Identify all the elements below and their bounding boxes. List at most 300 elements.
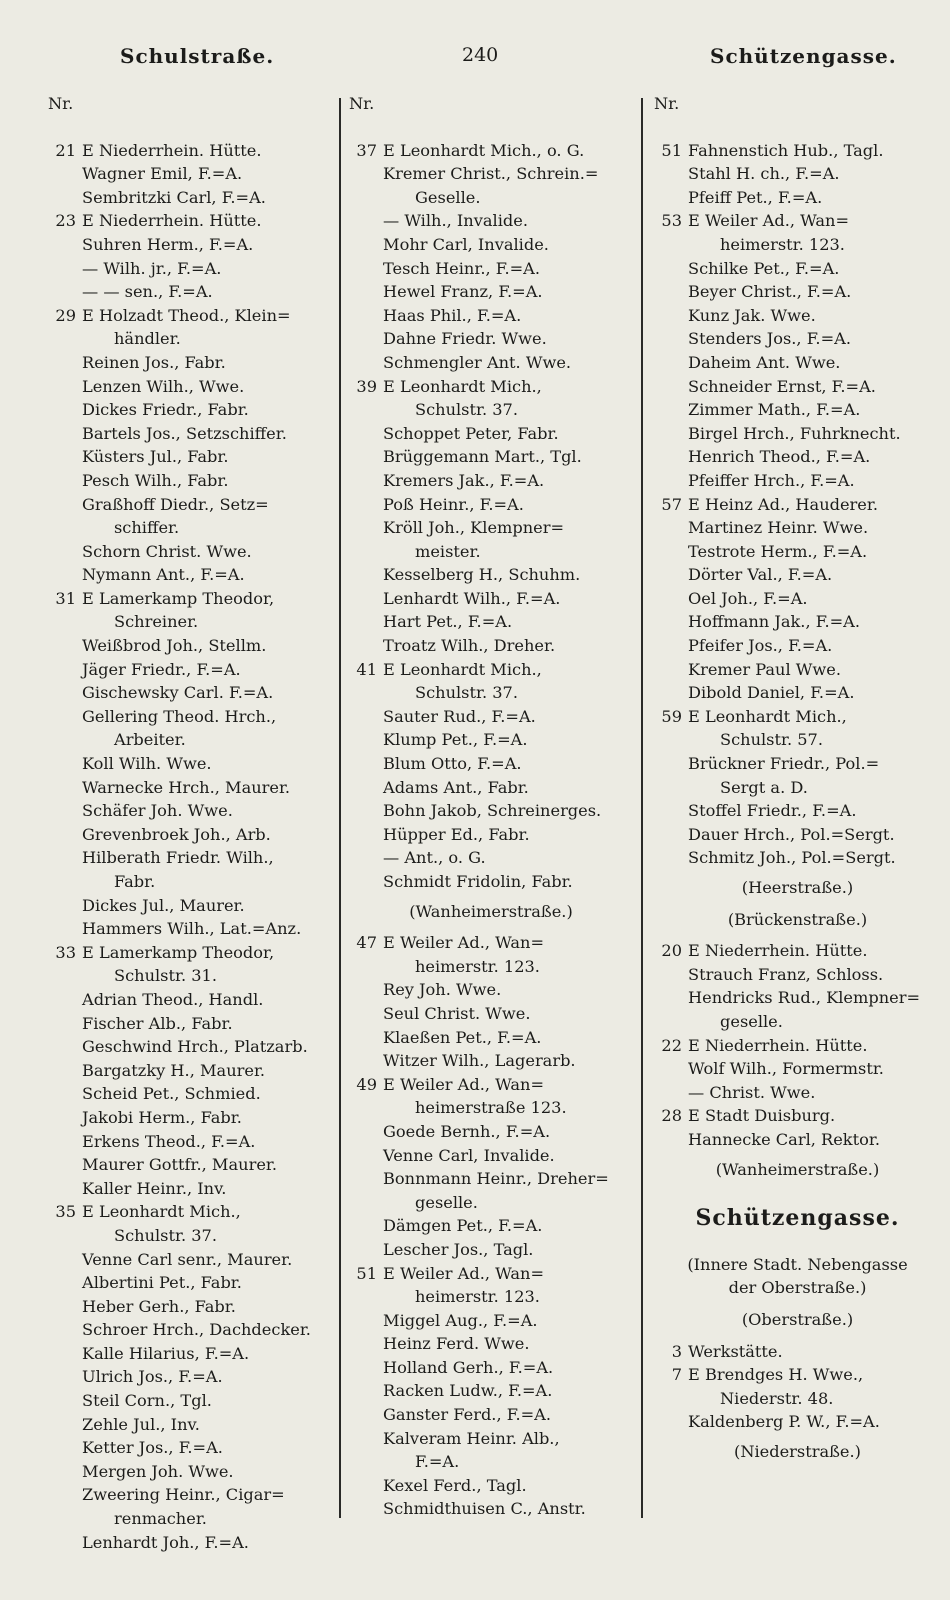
entry-text: Hendricks Rud., Klempner= (688, 988, 921, 1008)
entry-text: Seul Christ. Wwe. (383, 1003, 531, 1023)
directory-entry (44, 681, 339, 705)
directory-entry (650, 493, 945, 517)
directory-entry (650, 209, 945, 233)
directory-entry (650, 799, 945, 823)
entry-text: Adrian Theod., Handl. (82, 989, 264, 1009)
entry-text: Henrich Theod., F.=A. (688, 447, 871, 467)
directory-entry (44, 1200, 339, 1224)
header-right-street: Schützengasse. (710, 44, 897, 68)
directory-entry (345, 375, 637, 399)
directory-entry (650, 1081, 945, 1105)
entry-continuation (650, 1387, 945, 1411)
directory-entry (44, 1248, 339, 1272)
directory-entry (650, 705, 945, 729)
section-note: (Heerstraße.) (741, 878, 854, 897)
house-number: 23 (55, 211, 76, 231)
directory-entry (44, 493, 339, 517)
entry-text: Kesselberg H., Schuhm. (383, 565, 581, 585)
entry-text: Schäfer Joh. Wwe. (82, 801, 233, 821)
directory-entry (44, 1460, 339, 1484)
entry-text: schiffer. (114, 518, 180, 538)
directory-entry (44, 186, 339, 210)
entry-text: Sembritzki Carl, F.=A. (82, 187, 266, 207)
entry-text: Suhren Herm., F.=A. (82, 234, 254, 254)
entry-continuation (44, 870, 339, 894)
entry-text: Maurer Gottfr., Maurer. (82, 1155, 277, 1175)
column-divider (339, 98, 341, 1518)
directory-entry (650, 280, 945, 304)
entry-text: Hewel Franz, F.=A. (383, 282, 543, 302)
house-number: 29 (55, 305, 76, 325)
house-number: 51 (356, 1263, 377, 1283)
entry-text: E Niederrhein. Hütte. (688, 1035, 868, 1055)
entry-text: Schulstr. 57. (720, 730, 823, 750)
entry-text: Sauter Rud., F.=A. (383, 706, 536, 726)
entry-text: Martinez Heinr. Wwe. (688, 518, 869, 538)
house-number: 20 (661, 941, 682, 961)
directory-entry (650, 1034, 945, 1058)
directory-entry (650, 939, 945, 963)
entry-text: Bohn Jakob, Schreinerges. (383, 801, 602, 821)
entry-continuation (650, 233, 945, 257)
entry-text: heimerstr. 123. (415, 1287, 540, 1307)
entry-text: Zimmer Math., F.=A. (688, 400, 861, 420)
entry-text: E Heinz Ad., Hauderer. (688, 494, 878, 514)
entry-text: Hart Pet., F.=A. (383, 612, 513, 632)
entry-text: Werkstätte. (688, 1341, 783, 1361)
directory-entry (44, 233, 339, 257)
entry-text: Hüpper Ed., Fabr. (383, 824, 530, 844)
directory-entry (345, 327, 637, 351)
entry-continuation (44, 964, 339, 988)
entry-text: Schmengler Ant. Wwe. (383, 352, 572, 372)
directory-entry (44, 1295, 339, 1319)
directory-entry (650, 986, 945, 1010)
directory-entry (345, 162, 637, 186)
entry-text: E Leonhardt Mich., (82, 1202, 241, 1222)
entry-text: Weißbrod Joh., Stellm. (82, 636, 267, 656)
entry-text: renmacher. (114, 1509, 207, 1529)
house-number: 49 (356, 1074, 377, 1094)
directory-entry (44, 1483, 339, 1507)
entry-text: Dauer Hrch., Pol.=Sergt. (688, 824, 895, 844)
directory-entry (650, 823, 945, 847)
entry-text: Fabr. (114, 872, 156, 891)
house-number: 37 (356, 140, 377, 160)
entry-text: Dickes Friedr., Fabr. (82, 400, 249, 420)
house-number: 47 (356, 933, 377, 953)
entry-text: Bargatzky H., Maurer. (82, 1060, 266, 1080)
directory-entry (345, 139, 637, 163)
directory-entry (345, 1026, 637, 1050)
entry-text: heimerstr. 123. (720, 234, 845, 254)
entry-text: Schneider Ernst, F.=A. (688, 376, 876, 396)
entry-text: Grevenbroek Joh., Arb. (82, 824, 271, 844)
directory-entry (44, 445, 339, 469)
entry-text: Wagner Emil, F.=A. (82, 164, 243, 184)
directory-entry (44, 1177, 339, 1201)
entry-text: Schmitz Joh., Pol.=Sergt. (688, 848, 896, 868)
entry-text: Hannecke Carl, Rektor. (688, 1129, 880, 1149)
entry-text: Gellering Theod. Hrch., (82, 706, 277, 726)
house-number: 3 (671, 1341, 682, 1361)
directory-entry (44, 304, 339, 328)
entry-text: Oel Joh., F.=A. (688, 588, 808, 608)
entry-text: Kremers Jak., F.=A. (383, 470, 545, 490)
directory-entry (44, 1153, 339, 1177)
directory-entry (44, 422, 339, 446)
entry-text: Ulrich Jos., F.=A. (82, 1367, 223, 1387)
house-number: 22 (661, 1035, 682, 1055)
directory-entry (44, 705, 339, 729)
house-number: 33 (55, 942, 76, 962)
entry-text: Kremer Paul Wwe. (688, 659, 842, 679)
entry-text: Gischewsky Carl. F.=A. (82, 683, 274, 703)
entry-text: Stahl H. ch., F.=A. (688, 164, 840, 184)
entry-text: Hilberath Friedr. Wilh., (82, 848, 274, 868)
entry-text: E Lamerkamp Theodor, (82, 942, 275, 962)
entry-text: Lenhardt Wilh., F.=A. (383, 588, 561, 608)
directory-entry (345, 304, 637, 328)
entry-text: Küsters Jul., Fabr. (82, 447, 229, 467)
entry-text: E Weiler Ad., Wan= (383, 1263, 545, 1283)
directory-entry (44, 799, 339, 823)
entry-text: Koll Wilh. Wwe. (82, 754, 212, 774)
directory-entry (345, 931, 637, 955)
entry-text: Schulstr. 37. (114, 1225, 217, 1245)
entry-text: Pesch Wilh., Fabr. (82, 470, 229, 490)
entry-text: — Ant., o. G. (383, 848, 486, 868)
directory-entry (345, 445, 637, 469)
directory-entry (345, 1309, 637, 1333)
entry-text: händler. (114, 329, 181, 349)
entry-text: Schulstr. 37. (415, 683, 518, 703)
entry-continuation (650, 728, 945, 752)
directory-entry (650, 752, 945, 776)
directory-entry (44, 634, 339, 658)
entry-text: Albertini Pet., Fabr. (82, 1273, 242, 1293)
directory-entry (345, 1379, 637, 1403)
directory-entry (650, 398, 945, 422)
house-number: 41 (356, 659, 377, 679)
directory-entry (44, 469, 339, 493)
directory-entry (44, 139, 339, 163)
entry-text: Blum Otto, F.=A. (383, 754, 522, 774)
directory-entry (345, 752, 637, 776)
entry-continuation (345, 186, 637, 210)
house-number: 53 (661, 211, 682, 231)
entry-text: Schulstr. 37. (415, 400, 518, 420)
directory-entry (345, 846, 637, 870)
entry-text: Goede Bernh., F.=A. (383, 1121, 551, 1141)
directory-entry (44, 1389, 339, 1413)
entry-text: Racken Ludw., F.=A. (383, 1381, 553, 1401)
entry-continuation (44, 516, 339, 540)
house-number: 39 (356, 376, 377, 396)
entry-text: Venne Carl senr., Maurer. (82, 1249, 293, 1269)
directory-entry (650, 563, 945, 587)
entry-text: Dibold Daniel, F.=A. (688, 683, 855, 703)
entry-text: E Leonhardt Mich., o. G. (383, 140, 585, 160)
column-2 (345, 92, 637, 1521)
entry-text: E Niederrhein. Hütte. (688, 941, 868, 961)
entry-text: Daheim Ant. Wwe. (688, 352, 841, 372)
entry-text: Mohr Carl, Invalide. (383, 234, 549, 254)
column-1 (44, 92, 339, 1554)
directory-entry (650, 1410, 945, 1434)
entry-text: Bonnmann Heinr., Dreher= (383, 1169, 609, 1189)
directory-entry (44, 988, 339, 1012)
directory-entry (44, 752, 339, 776)
entry-text: Adams Ant., Fabr. (383, 777, 529, 797)
directory-entry (650, 540, 945, 564)
directory-entry (345, 1497, 637, 1521)
entry-text: Venne Carl, Invalide. (383, 1145, 555, 1165)
directory-entry (44, 917, 339, 941)
entry-text: Lenzen Wilh., Wwe. (82, 376, 245, 396)
entry-text: Kaller Heinr., Inv. (82, 1178, 227, 1198)
directory-entry (650, 445, 945, 469)
entry-text: Heber Gerh., Fabr. (82, 1296, 236, 1316)
directory-entry (44, 941, 339, 965)
entry-text: E Holzadt Theod., Klein= (82, 305, 291, 325)
nr-label: Nr. (349, 94, 375, 113)
directory-entry (650, 351, 945, 375)
header-left-street: Schulstraße. (120, 44, 275, 68)
directory-entry (345, 469, 637, 493)
directory-entry (345, 1049, 637, 1073)
directory-entry (345, 1427, 637, 1451)
entry-text: Niederstr. 48. (720, 1388, 834, 1408)
entry-text: Kalveram Heinr. Alb., (383, 1428, 560, 1448)
directory-entry (345, 610, 637, 634)
entry-text: Schmidt Fridolin, Fabr. (383, 872, 573, 891)
directory-entry (650, 304, 945, 328)
entry-text: Witzer Wilh., Lagerarb. (383, 1051, 576, 1071)
directory-entry (345, 1332, 637, 1356)
directory-entry (345, 658, 637, 682)
entry-text: Nymann Ant., F.=A. (82, 565, 245, 585)
directory-entry (44, 1318, 339, 1342)
directory-entry (44, 162, 339, 186)
page-number: 240 (462, 44, 499, 66)
entry-text: — Wilh. jr., F.=A. (82, 258, 222, 278)
directory-entry (44, 658, 339, 682)
nr-label: Nr. (654, 94, 680, 113)
entry-text: Erkens Theod., F.=A. (82, 1131, 256, 1151)
entry-text: Wolf Wilh., Formermstr. (688, 1059, 884, 1079)
directory-entry (345, 257, 637, 281)
entry-text: E Weiler Ad., Wan= (688, 211, 850, 231)
directory-entry (650, 681, 945, 705)
entry-text: Warnecke Hrch., Maurer. (82, 777, 291, 797)
entry-text: Pfeifer Jos., F.=A. (688, 636, 833, 656)
directory-entry (345, 1120, 637, 1144)
entry-text: Dickes Jul., Maurer. (82, 895, 245, 915)
directory-entry (44, 280, 339, 304)
directory-entry (345, 799, 637, 823)
directory-entry (345, 634, 637, 658)
directory-entry (650, 963, 945, 987)
directory-entry (345, 728, 637, 752)
entry-text: Bartels Jos., Setzschiffer. (82, 423, 287, 443)
directory-entry (44, 846, 339, 870)
entry-text: heimerstraße 123. (415, 1098, 567, 1118)
entry-text: meister. (415, 541, 481, 561)
directory-entry (345, 209, 637, 233)
entry-text: E Leonhardt Mich., (383, 659, 542, 679)
entry-continuation (44, 1224, 339, 1248)
directory-entry (650, 1104, 945, 1128)
entry-text: geselle. (415, 1192, 478, 1212)
entry-text: Stoffel Friedr., F.=A. (688, 801, 857, 821)
entry-text: Schmidthuisen C., Anstr. (383, 1499, 586, 1519)
directory-entry (650, 1128, 945, 1152)
directory-entry (345, 563, 637, 587)
entry-text: — — sen., F.=A. (82, 282, 213, 302)
directory-entry (345, 1002, 637, 1026)
directory-entry (44, 1342, 339, 1366)
entry-text: Kalle Hilarius, F.=A. (82, 1343, 250, 1363)
directory-entry (44, 1106, 339, 1130)
entry-text: E Leonhardt Mich., (688, 706, 847, 726)
directory-entry (44, 351, 339, 375)
directory-entry (345, 1356, 637, 1380)
house-number: 35 (55, 1202, 76, 1222)
entry-continuation (345, 398, 637, 422)
entry-text: E Weiler Ad., Wan= (383, 1074, 545, 1094)
entry-text: Schreiner. (114, 612, 199, 632)
directory-entry (44, 1035, 339, 1059)
entry-text: Schilke Pet., F.=A. (688, 258, 840, 278)
directory-entry (44, 398, 339, 422)
entry-text: Sergt a. D. (720, 777, 808, 797)
column-3 (650, 92, 945, 1471)
entry-text: Schulstr. 31. (114, 966, 217, 986)
entry-text: Kunz Jak. Wwe. (688, 305, 816, 325)
directory-entry (44, 1012, 339, 1036)
directory-entry (345, 1167, 637, 1191)
directory-entry (44, 540, 339, 564)
entry-text: Geschwind Hrch., Platzarb. (82, 1037, 308, 1057)
house-number: 7 (671, 1365, 682, 1385)
directory-entry (345, 587, 637, 611)
entry-text: Stenders Jos., F.=A. (688, 329, 851, 349)
directory-entry (650, 162, 945, 186)
entry-text: — Christ. Wwe. (688, 1082, 816, 1102)
entry-text: Brückner Friedr., Pol.= (688, 754, 880, 774)
entry-text: Pfeiffer Hrch., F.=A. (688, 470, 855, 490)
house-number: 28 (661, 1106, 682, 1126)
section-note: (Wanheimerstraße.) (715, 1159, 880, 1179)
directory-entry (44, 257, 339, 281)
directory-entry (44, 1130, 339, 1154)
directory-entry (345, 978, 637, 1002)
directory-entry (345, 233, 637, 257)
entry-text: Fischer Alb., Fabr. (82, 1013, 233, 1033)
directory-entry (44, 375, 339, 399)
entry-text: Hoffmann Jak., F.=A. (688, 612, 860, 632)
directory-entry (650, 1363, 945, 1387)
entry-text: Klump Pet., F.=A. (383, 730, 528, 750)
directory-entry (345, 776, 637, 800)
directory-entry (345, 422, 637, 446)
directory-entry (650, 469, 945, 493)
entry-text: Ketter Jos., F.=A. (82, 1438, 223, 1458)
section-note: (Innere Stadt. Nebengasse (687, 1254, 908, 1274)
directory-entry (345, 1262, 637, 1286)
directory-entry (44, 894, 339, 918)
house-number: 57 (661, 494, 682, 514)
entry-text: E Niederrhein. Hütte. (82, 140, 262, 160)
entry-text: Steil Corn., Tgl. (82, 1391, 212, 1411)
entry-text: Miggel Aug., F.=A. (383, 1310, 538, 1330)
house-number: 59 (661, 706, 682, 726)
section-note: (Brückenstraße.) (727, 909, 868, 929)
entry-text: geselle. (720, 1011, 783, 1031)
entry-text: Dämgen Pet., F.=A. (383, 1216, 543, 1236)
section-note: der Oberstraße.) (728, 1278, 867, 1298)
entry-continuation (345, 1285, 637, 1309)
directory-entry (44, 1271, 339, 1295)
directory-entry (650, 658, 945, 682)
entry-text: Hammers Wilh., Lat.=Anz. (82, 919, 302, 939)
directory-entry (650, 139, 945, 163)
directory-entry (650, 186, 945, 210)
entry-text: Birgel Hrch., Fuhrknecht. (688, 423, 901, 443)
directory-entry (345, 1474, 637, 1498)
entry-text: Poß Heinr., F.=A. (383, 494, 524, 514)
directory-entry (345, 1073, 637, 1097)
entry-text: Geselle. (415, 187, 481, 207)
directory-entry (345, 1214, 637, 1238)
directory-entry (650, 327, 945, 351)
directory-entry (345, 1144, 637, 1168)
entry-text: Schroer Hrch., Dachdecker. (82, 1320, 311, 1340)
section-note: (Oberstraße.) (741, 1309, 854, 1329)
entry-continuation (44, 728, 339, 752)
directory-entry (345, 1238, 637, 1262)
entry-text: Beyer Christ., F.=A. (688, 282, 852, 302)
house-number: 51 (661, 140, 682, 160)
directory-entry (650, 1057, 945, 1081)
entry-text: Haas Phil., F.=A. (383, 305, 522, 325)
entry-text: E Stadt Duisburg. (688, 1106, 836, 1126)
entry-text: Graßhoff Diedr., Setz= (82, 494, 269, 514)
entry-text: Kröll Joh., Klempner= (383, 518, 565, 538)
directory-entry (650, 516, 945, 540)
entry-text: Kexel Ferd., Tagl. (383, 1475, 527, 1495)
entry-text: Rey Joh. Wwe. (383, 980, 502, 1000)
entry-text: Schorn Christ. Wwe. (82, 541, 252, 561)
entry-continuation (345, 1191, 637, 1215)
directory-entry (345, 493, 637, 517)
entry-continuation (345, 1096, 637, 1120)
entry-text: E Lamerkamp Theodor, (82, 588, 275, 608)
entry-continuation (44, 610, 339, 634)
directory-entry (44, 587, 339, 611)
directory-entry (44, 1059, 339, 1083)
entry-text: Testrote Herm., F.=A. (688, 541, 868, 561)
house-number: 31 (55, 588, 76, 608)
column-divider (641, 98, 643, 1518)
entry-continuation (345, 540, 637, 564)
directory-entry (44, 209, 339, 233)
directory-entry (345, 280, 637, 304)
directory-entry (650, 375, 945, 399)
entry-text: Strauch Franz, Schloss. (688, 964, 884, 984)
directory-entry (345, 516, 637, 540)
